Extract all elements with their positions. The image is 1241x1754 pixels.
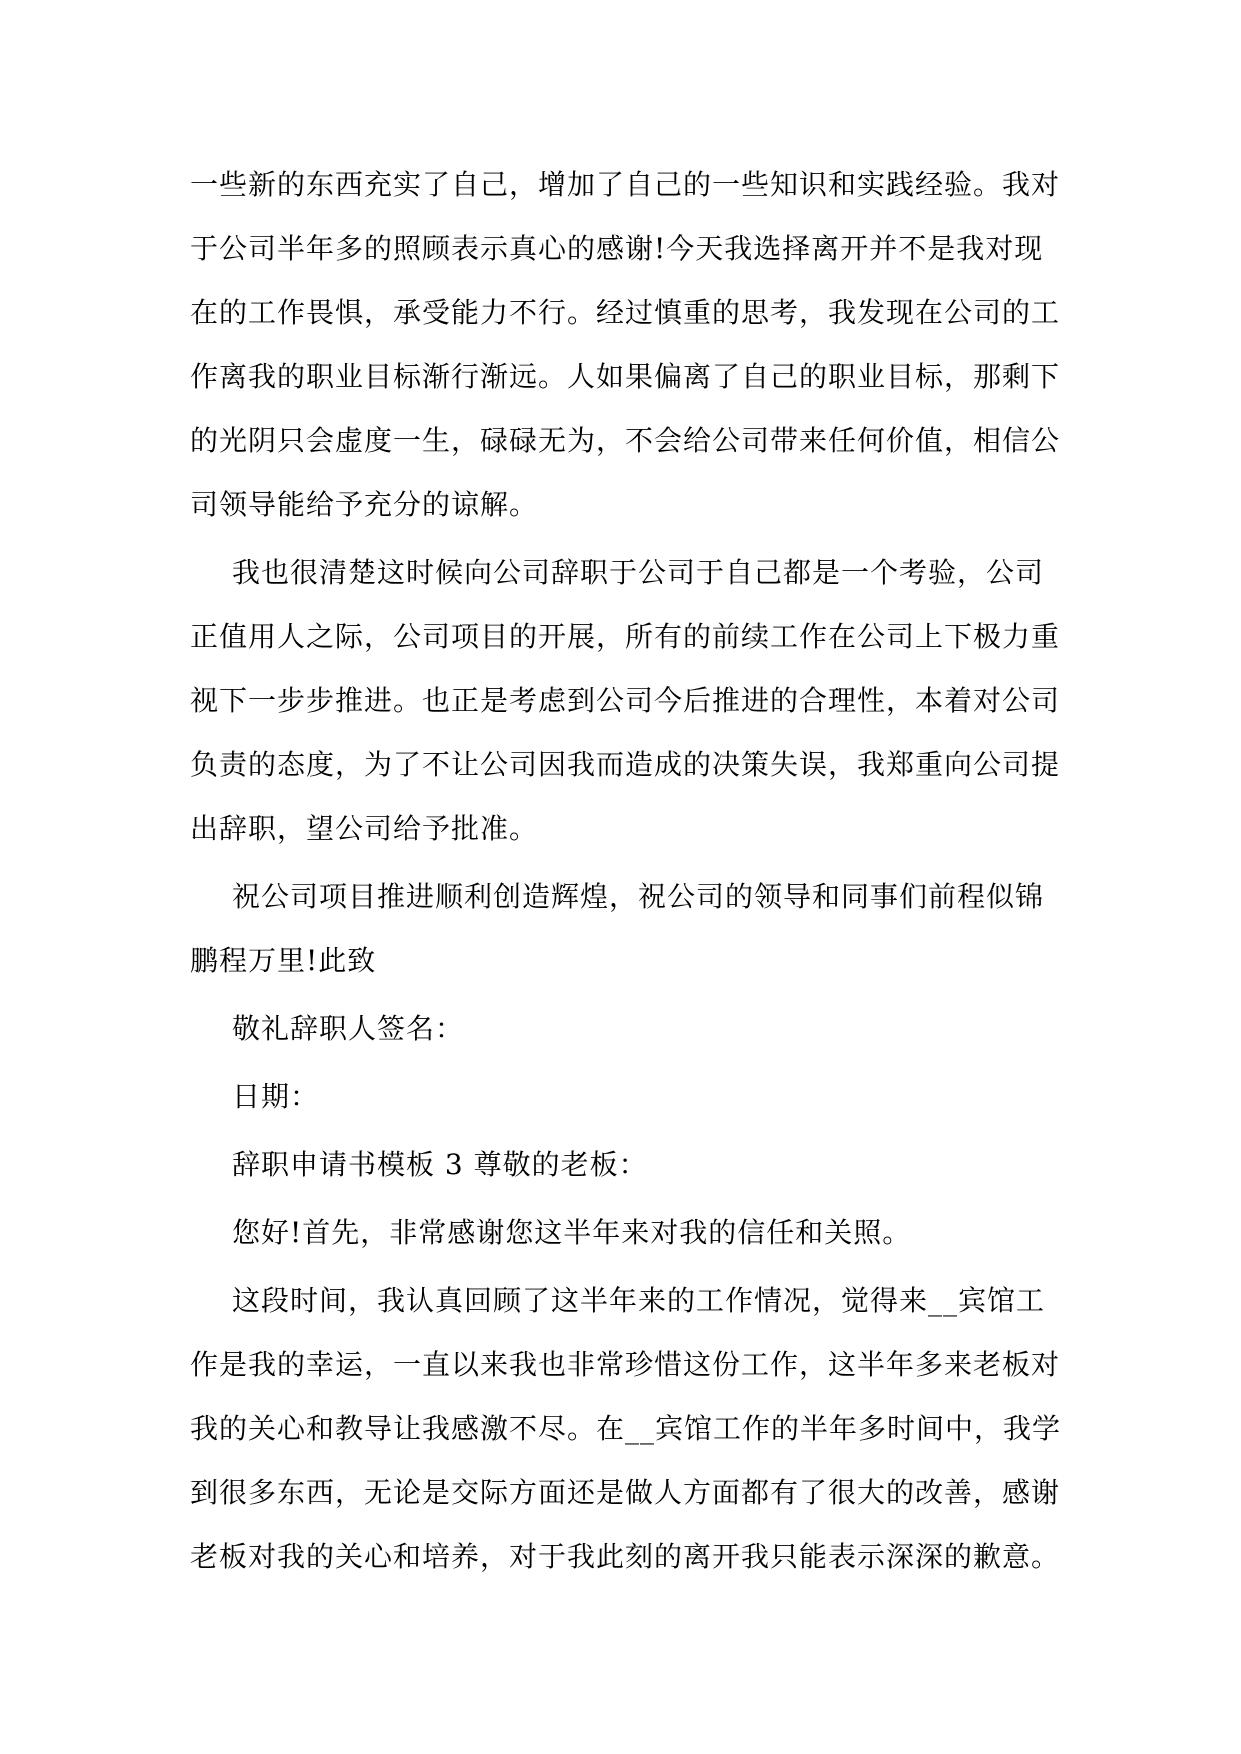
text-line: 我也很清楚这时候向公司辞职于公司于自己都是一个考验，公司 bbox=[232, 556, 1045, 589]
text-line: 这段时间，我认真回顾了这半年来的工作情况，觉得来__宾馆工 bbox=[232, 1284, 1046, 1317]
text-line: 负责的态度，为了不让公司因我而造成的决策失误，我郑重向公司提 bbox=[190, 748, 1061, 781]
text-line: 老板对我的关心和培养，对于我此刻的离开我只能表示深深的歉意。 bbox=[190, 1540, 1061, 1573]
text-line: 祝公司项目推进顺利创造辉煌，祝公司的领导和同事们前程似锦 bbox=[232, 880, 1045, 913]
text-line: 于公司半年多的照顾表示真心的感谢!今天我选择离开并不是我对现 bbox=[190, 232, 1044, 265]
text-line: 出辞职，望公司给予批准。 bbox=[190, 812, 539, 845]
text-line: 的光阴只会虚度一生，碌碌无为，不会给公司带来任何价值，相信公 bbox=[190, 424, 1061, 457]
text-line: 司领导能给予充分的谅解。 bbox=[190, 488, 539, 521]
document-body bbox=[190, 153, 1070, 1589]
text-line: 在的工作畏惧，承受能力不行。经过慎重的思考，我发现在公司的工 bbox=[190, 296, 1061, 329]
text-line: 敬礼辞职人签名： bbox=[232, 1012, 465, 1045]
paragraph-reflection bbox=[190, 1269, 1070, 1589]
text-line: 作离我的职业目标渐行渐远。人如果偏离了自己的职业目标，那剩下 bbox=[190, 360, 1061, 393]
date-line bbox=[190, 1065, 1070, 1129]
text-line: 日期： bbox=[232, 1080, 320, 1113]
paragraph-wishes bbox=[190, 865, 1070, 993]
text-line: 您好!首先，非常感谢您这半年来对我的信任和关照。 bbox=[232, 1216, 912, 1249]
text-line: 视下一步步推进。也正是考虑到公司今后推进的合理性，本着对公司 bbox=[190, 684, 1061, 717]
text-line: 一些新的东西充实了自己，增加了自己的一些知识和实践经验。我对 bbox=[190, 168, 1061, 201]
paragraph-gratitude bbox=[190, 153, 1070, 537]
paragraph-resignation-reason bbox=[190, 541, 1070, 861]
text-line: 到很多东西，无论是交际方面还是做人方面都有了很大的改善，感谢 bbox=[190, 1476, 1061, 1509]
text-line: 辞职申请书模板 3 尊敬的老板： bbox=[232, 1148, 648, 1181]
template-heading bbox=[190, 1133, 1070, 1197]
paragraph-greeting bbox=[190, 1201, 1070, 1265]
text-line: 鹏程万里!此致 bbox=[190, 944, 377, 977]
text-line: 作是我的幸运，一直以来我也非常珍惜这份工作，这半年多来老板对 bbox=[190, 1348, 1061, 1381]
text-line: 正值用人之际，公司项目的开展，所有的前续工作在公司上下极力重 bbox=[190, 620, 1061, 653]
signature-line bbox=[190, 997, 1070, 1061]
text-line: 我的关心和教导让我感激不尽。在__宾馆工作的半年多时间中，我学 bbox=[190, 1412, 1062, 1445]
